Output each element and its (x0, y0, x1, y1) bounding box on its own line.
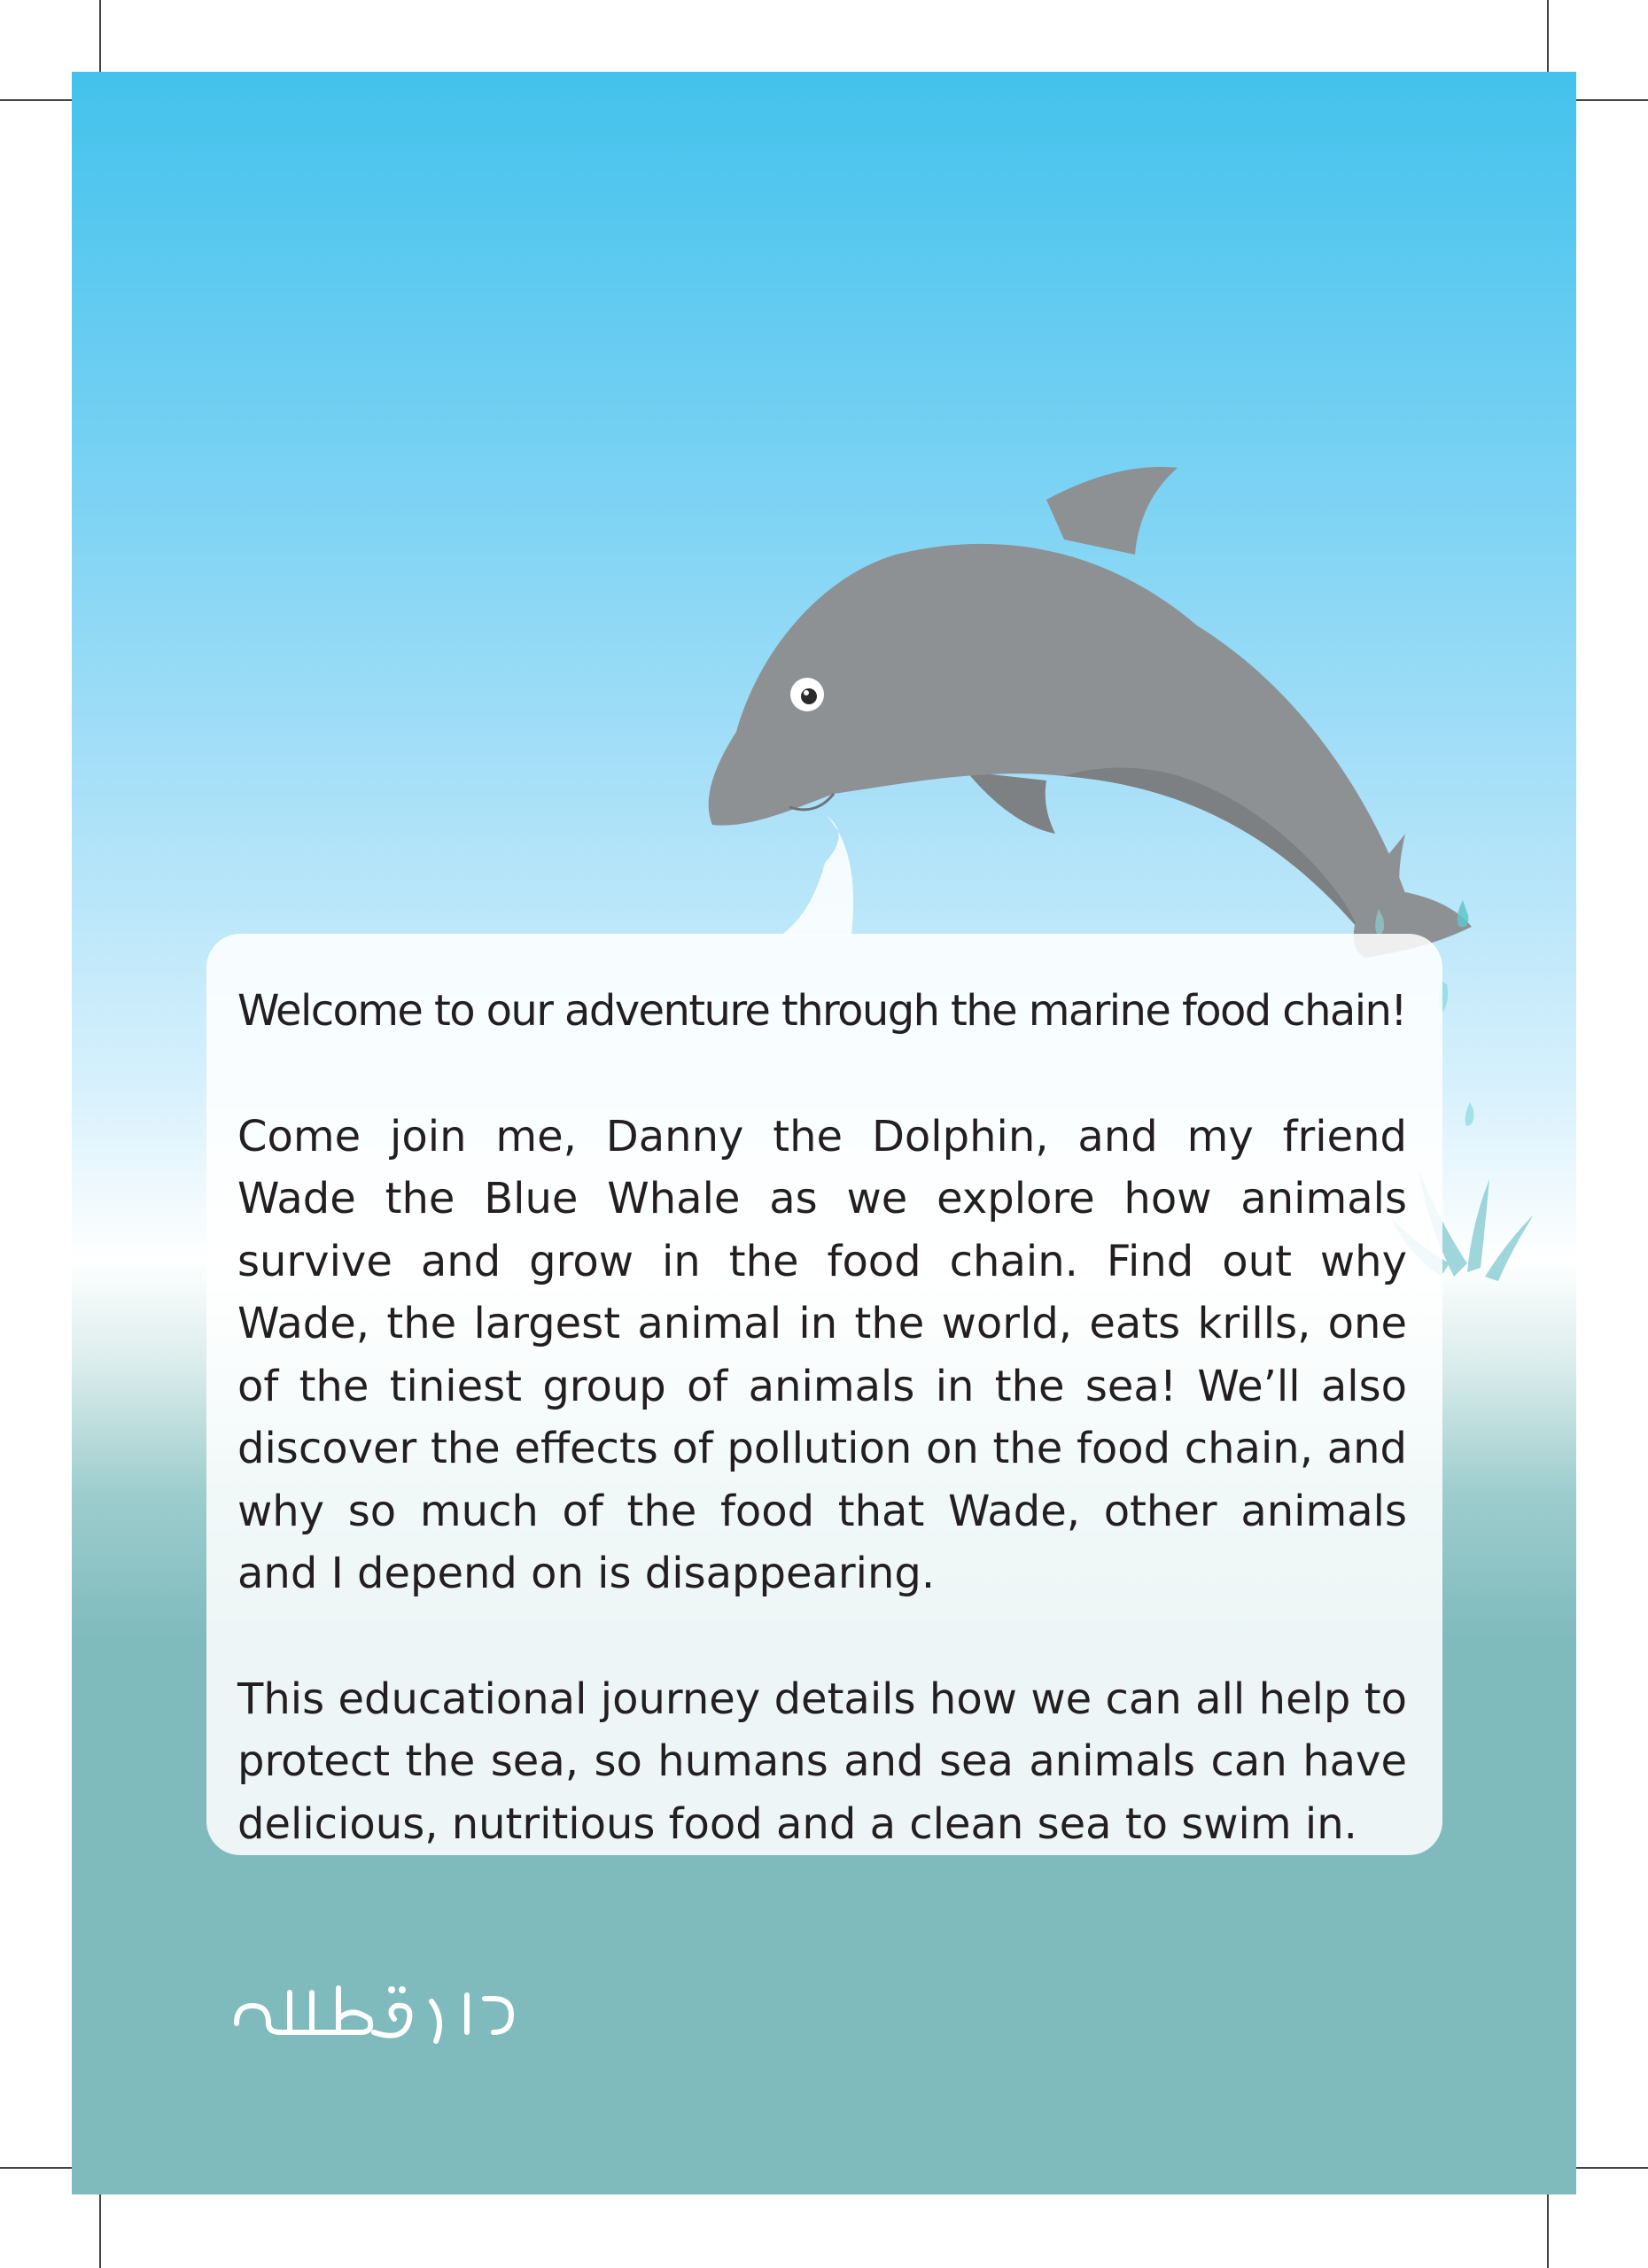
crop-mark (1547, 2190, 1549, 2268)
crop-mark (99, 2190, 101, 2268)
speech-bubble-tail (781, 816, 853, 936)
intro-paragraph: Come join me, Danny the Dolphin, and my friend Wade the Blue Whale as we explore how animals survive and grow in the food chain. Find out why Wade, the largest animal in the world, eats krills, one of the tiniest group of animals in the sea! We’ll also discover the effects of pollution on the food chain, and why so much of the food that Wade, other animals and I depend on is disappearing. (237, 1111, 1407, 1598)
intro-text-card (206, 934, 1442, 1855)
water-drop (1458, 900, 1469, 927)
publisher-logo (228, 1970, 564, 2050)
pectoral-fin (967, 772, 1055, 834)
dorsal-fin (1046, 467, 1178, 555)
crop-mark (0, 2167, 78, 2169)
welcome-heading: Welcome to our adventure through the marine food chain! (237, 986, 1406, 1036)
crop-mark (1570, 2167, 1648, 2169)
crop-mark (99, 0, 101, 78)
crop-mark (0, 99, 78, 101)
cover-page (72, 72, 1576, 2194)
crop-mark (1547, 0, 1549, 78)
closing-paragraph: This educational journey details how we can all help to protect the sea, so humans and sea animals can have delicious, nutritious food and a clean sea to swim in. (237, 1674, 1407, 1849)
water-drop (1465, 1102, 1474, 1126)
crop-mark (1570, 99, 1648, 101)
